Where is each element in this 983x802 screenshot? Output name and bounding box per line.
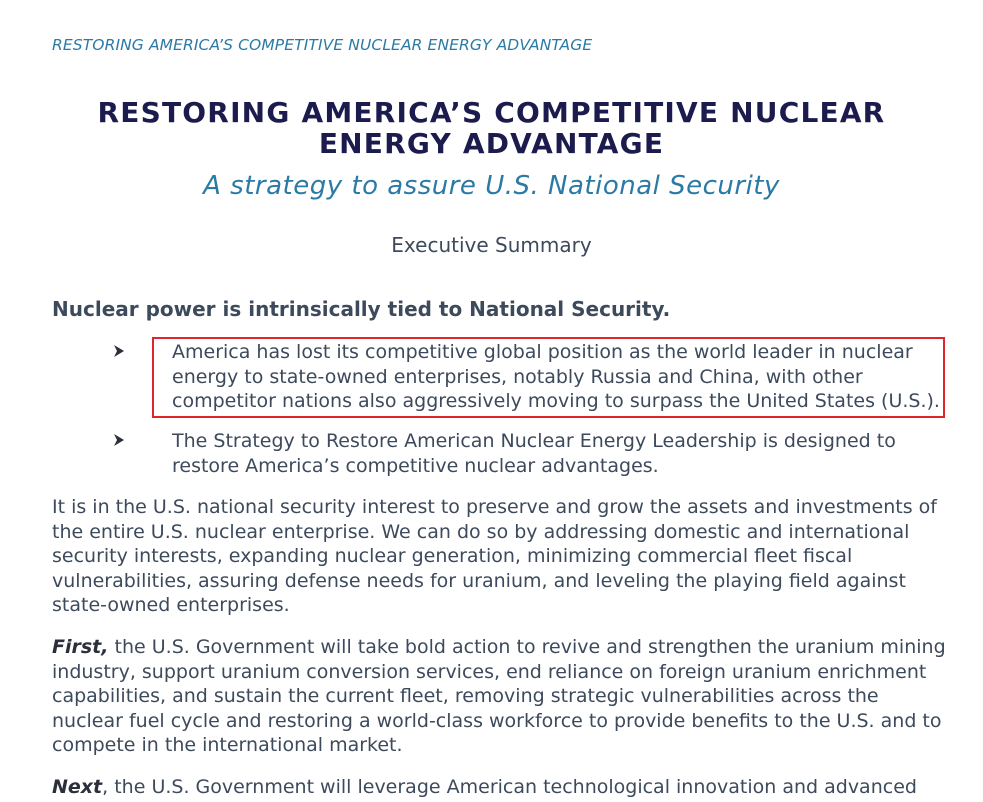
bullet-text [172, 429, 962, 478]
first-paragraph [52, 635, 962, 758]
paragraph-line: state-owned enterprises. [52, 594, 290, 616]
lead-word: First, [52, 636, 109, 658]
paragraph-line: It is in the U.S. national security interest to preserve and grow the assets and investments of [52, 496, 937, 518]
bullet-line: restore America’s competitive nuclear advantages. [172, 454, 659, 477]
intro-paragraph [52, 495, 962, 618]
title-line-1: RESTORING AMERICA’S COMPETITIVE NUCLEAR [97, 96, 886, 129]
paragraph-line: vulnerabilities, assuring defense needs for uranium, and leveling the playing field against [52, 569, 906, 592]
paragraph-line: the entire U.S. nuclear enterprise. We can do so by addressing domestic and international [52, 520, 910, 543]
paragraph-line [52, 775, 962, 800]
page-title [0, 97, 983, 159]
arrow-bullet-icon [113, 344, 125, 358]
highlight-box [152, 337, 945, 418]
paragraph-line: compete in the international market. [52, 734, 403, 756]
title-line-2: ENERGY ADVANTAGE [318, 127, 665, 160]
paragraph-line: capabilities, and sustain the current fleet, removing strategic vulnerabilities across the [52, 685, 879, 707]
section-label: Executive Summary [391, 233, 592, 257]
bullet-line: energy to state-owned enterprises, notably Russia and China, with other [172, 365, 863, 388]
paragraph-line: nuclear fuel cycle and restoring a world-class workforce to provide benefits to the U.S. and to [52, 709, 942, 732]
section-heading: Nuclear power is intrinsically tied to National Security. [52, 297, 671, 321]
page-subtitle: A strategy to assure U.S. National Security [203, 171, 780, 201]
bullet-line: competitor nations also aggressively moving to surpass the United States (U.S.). [172, 390, 940, 412]
running-header: RESTORING AMERICA’S COMPETITIVE NUCLEAR ENERGY ADVANTAGE [52, 36, 593, 54]
paragraph-line-text: the U.S. Government will take bold action to revive and strengthen the uranium mining [108, 636, 946, 658]
bullet-line: America has lost its competitive global position as the world leader in nuclear [172, 341, 913, 363]
paragraph-line-text: , the U.S. Government will leverage American technological innovation and advanced [102, 776, 917, 798]
next-paragraph [52, 775, 962, 800]
paragraph-line: industry, support uranium conversion services, end reliance on foreign uranium enrichment [52, 660, 927, 683]
lead-word: Next [52, 776, 103, 798]
paragraph-line [52, 635, 962, 660]
bullet-line: The Strategy to Restore American Nuclear Energy Leadership is designed to [172, 430, 896, 452]
arrow-bullet-icon [113, 433, 125, 447]
paragraph-line: security interests, expanding nuclear generation, minimizing commercial fleet fiscal [52, 545, 853, 567]
